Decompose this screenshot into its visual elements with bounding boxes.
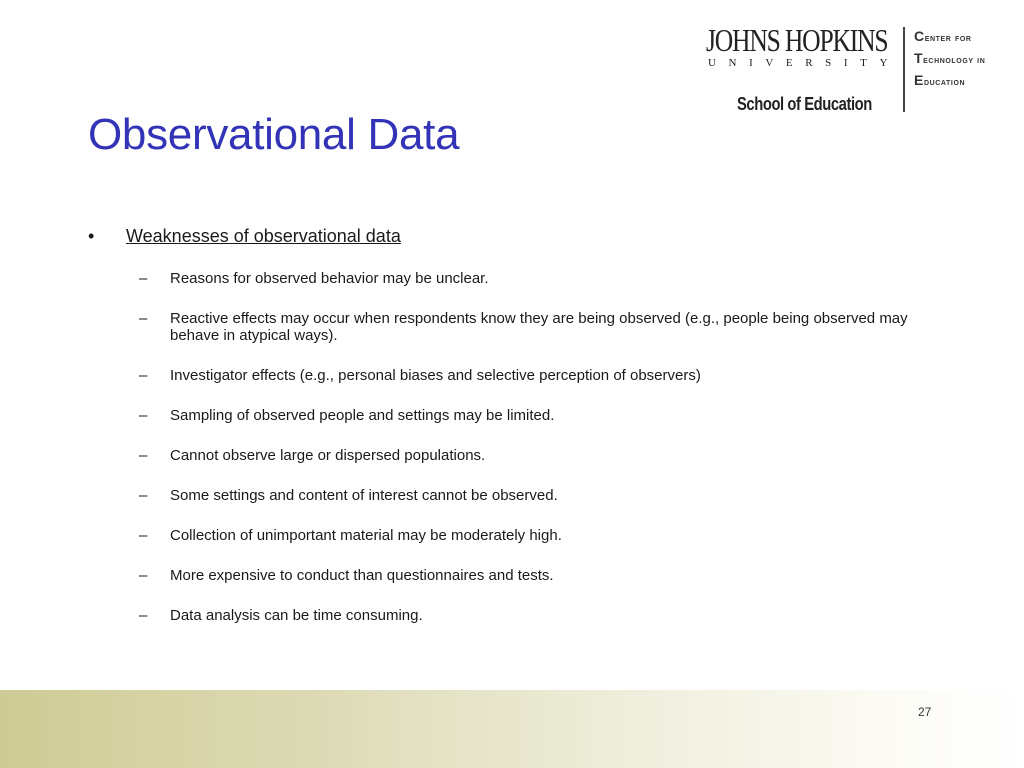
sub-bullet-marker: – (139, 407, 148, 424)
sub-bullet-text: Investigator effects (e.g., personal biases and selective perception of observers) (170, 367, 701, 384)
sub-bullet-text: Reactive effects may occur when respondents know they are being observed (e.g., people being observed may behave in atypical ways). (170, 310, 908, 344)
sub-bullet-marker: – (139, 527, 148, 544)
sub-bullet-marker: – (139, 607, 148, 624)
sub-bullet-marker: – (139, 567, 148, 584)
logo-center-line: Technology in (914, 50, 986, 66)
sub-bullet-list (139, 270, 919, 647)
sub-bullet-item (139, 607, 919, 624)
logo-center-line: Education (914, 72, 966, 88)
sub-bullet-marker: – (139, 367, 148, 384)
sub-bullet-text: Reasons for observed behavior may be unclear. (170, 270, 489, 287)
page-number: 27 (918, 705, 932, 719)
sub-bullet-text: Cannot observe large or dispersed populations. (170, 447, 486, 464)
logo-school-name: School of Education (737, 94, 872, 114)
bullet-marker: • (88, 226, 95, 246)
footer-gradient-band (0, 690, 1024, 768)
sub-bullet-item (139, 527, 919, 544)
logo-center-name (914, 26, 1009, 92)
sub-bullet-marker: – (139, 310, 148, 327)
sub-bullet-item (139, 407, 919, 424)
sub-bullet-item (139, 447, 919, 464)
logo-university-sub: UNIVERSITY (708, 57, 900, 69)
sub-bullet-item (139, 567, 919, 584)
sub-bullet-item (139, 270, 919, 287)
sub-bullet-text: Collection of unimportant material may be moderately high. (170, 527, 562, 544)
sub-bullet-text: Some settings and content of interest cannot be observed. (170, 487, 558, 504)
sub-bullet-marker: – (139, 447, 148, 464)
logo-university-name: JOHNS HOPKINS (706, 22, 888, 58)
sub-bullet-marker: – (139, 270, 148, 287)
logo-divider (903, 27, 905, 112)
sub-bullet-item (139, 310, 919, 344)
bullet-text: Weaknesses of observational data (126, 226, 401, 246)
jhu-logo (706, 22, 1006, 114)
slide-title: Observational Data (88, 110, 460, 159)
sub-bullet-text: Sampling of observed people and settings may be limited. (170, 407, 555, 424)
logo-center-line: Center for (914, 28, 972, 44)
sub-bullet-marker: – (139, 487, 148, 504)
sub-bullet-text: More expensive to conduct than questionnaires and tests. (170, 567, 554, 584)
sub-bullet-text: Data analysis can be time consuming. (170, 607, 423, 624)
sub-bullet-item (139, 487, 919, 504)
sub-bullet-item (139, 367, 919, 384)
